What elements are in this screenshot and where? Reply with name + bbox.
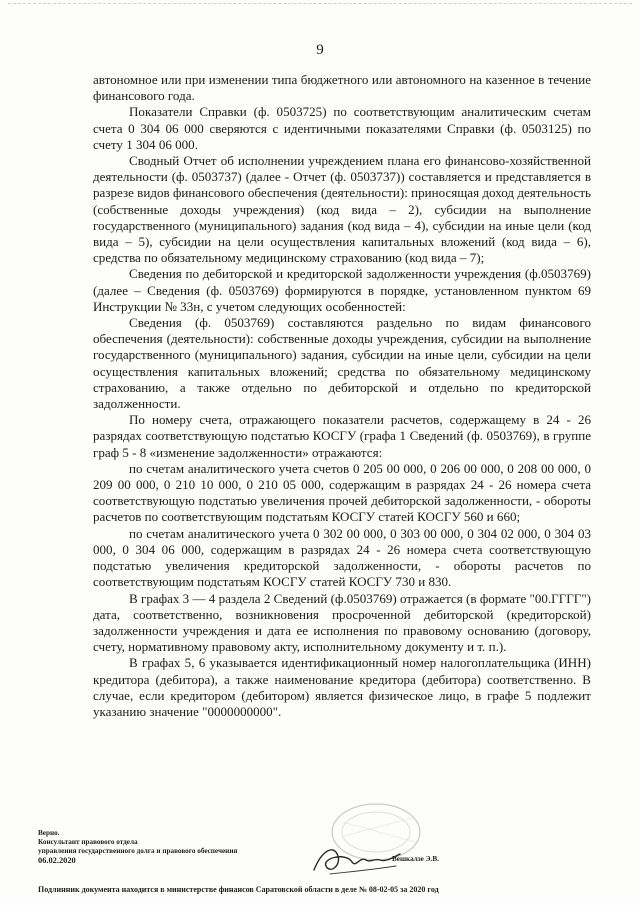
original-location-note: Подлинник документа находится в министерстве финансов Саратовской области в деле № 08-02-05 за 2020 год [38,885,439,894]
paragraph-6: по счетам аналитического учета счетов 0 205 00 000, 0 206 00 000, 0 208 00 000, 0 209 00 000, 0 210 10 000, 0 210 05 000, содержащим в разрядах 24 - 26 номера счета соответствующую подстатью увеличения прочей дебиторской задолженности, - обороты расчетов по соответствующим подстатьям КОСГУ статей КОСГУ 560 и 660; [93,460,591,525]
paragraph-8: В графах 3 — 4 раздела 2 Сведений (ф.0503769) отражается (в формате "00.ГГГГ") дата, соответственно, возникновения просроченной дебиторской (кредиторской) задолженности учреждения и дата ее исполнения по правовому основанию (договору, счету, нормативному правовому акту, исполнительному документу и т. п.). [93,590,591,655]
certification-department: управления государственного долга и правового обеспечения [38,847,238,855]
paragraph-3: Сведения по дебиторской и кредиторской задолженности учреждения (ф.0503769) (далее – Сведения (ф. 0503769) формируются в порядке, установленном пунктом 69 Инструкции № 33н, с учетом следующих особенностей: [93,266,591,314]
paragraph-0: автономное или при изменении типа бюджетного или автономного на казенное в течение финансового года. [93,72,591,104]
paragraph-2: Сводный Отчет об исполнении учреждением плана его финансово-хозяйственной деятельности (ф. 0503737) (далее - Отчет (ф. 0503737)) составляется и представляется в разрезе видов финансового обеспечения (деятельности): приносящая доход деятельность (собственные доходы учреждения) (код вида – 2), субсидии на выполнение государственного (муниципального) задания (код вида – 4), субсидии на иные цели (код вида – 5), субсидии на цели осуществления капитальных вложений (код вида – 6), средства по обязательному медицинскому страхованию (код вида – 7); [93,153,591,266]
certification-date: 06.02.2020 [38,856,76,865]
paragraph-1: Показатели Справки (ф. 0503725) по соответствующим аналитическим счетам счета 0 304 06 000 сверяются с идентичными показателями Справки (ф. 0503125) по счету 1 304 06 000. [93,104,591,152]
signer-name: Вешкалзе Э.В. [392,855,439,863]
paragraph-7: по счетам аналитического учета 0 302 00 000, 0 303 00 000, 0 304 02 000, 0 304 03 000, 0 304 06 000, содержащим в разрядах 24 - 26 номера счета соответствующую подстатью увеличения кредиторской задолженности, - обороты расчетов по соответствующим подстатьям КОСГУ статей КОСГУ 730 и 830. [93,525,591,590]
paragraph-4: Сведения (ф. 0503769) составляются раздельно по видам финансового обеспечения (деятельности): собственные доходы учреждения, субсидии на выполнение государственного (муниципального) задания, субсидии на иные цели, субсидии на цели осуществления капитальных вложений; средства по обязательному медицинскому страхованию, а также отдельно по дебиторской и отдельно по кредиторской задолженности. [93,315,591,412]
certification-verified: Верно. [38,829,60,837]
certification-block [38,829,598,894]
paragraph-5: По номеру счета, отражающего показатели расчетов, содержащему в 24 - 26 разрядах соответствующую подстатью КОСГУ (графа 1 Сведений (ф. 0503769), в группе граф 5 - 8 «изменение задолженности» отражаются: [93,412,591,460]
scan-edge-line [8,3,632,4]
document-body [93,72,591,720]
paragraph-9: В графах 5, 6 указывается идентификационный номер налогоплательщика (ИНН) кредитора (дебитора), а также наименование кредитора (дебитора) соответственно. В случае, если кредитором (дебитором) является физическое лицо, в графе 5 подлежит указанию значение "0000000000". [93,655,591,719]
page-number: 9 [316,42,324,58]
certification-position: Консультант правового отдела [38,838,138,846]
